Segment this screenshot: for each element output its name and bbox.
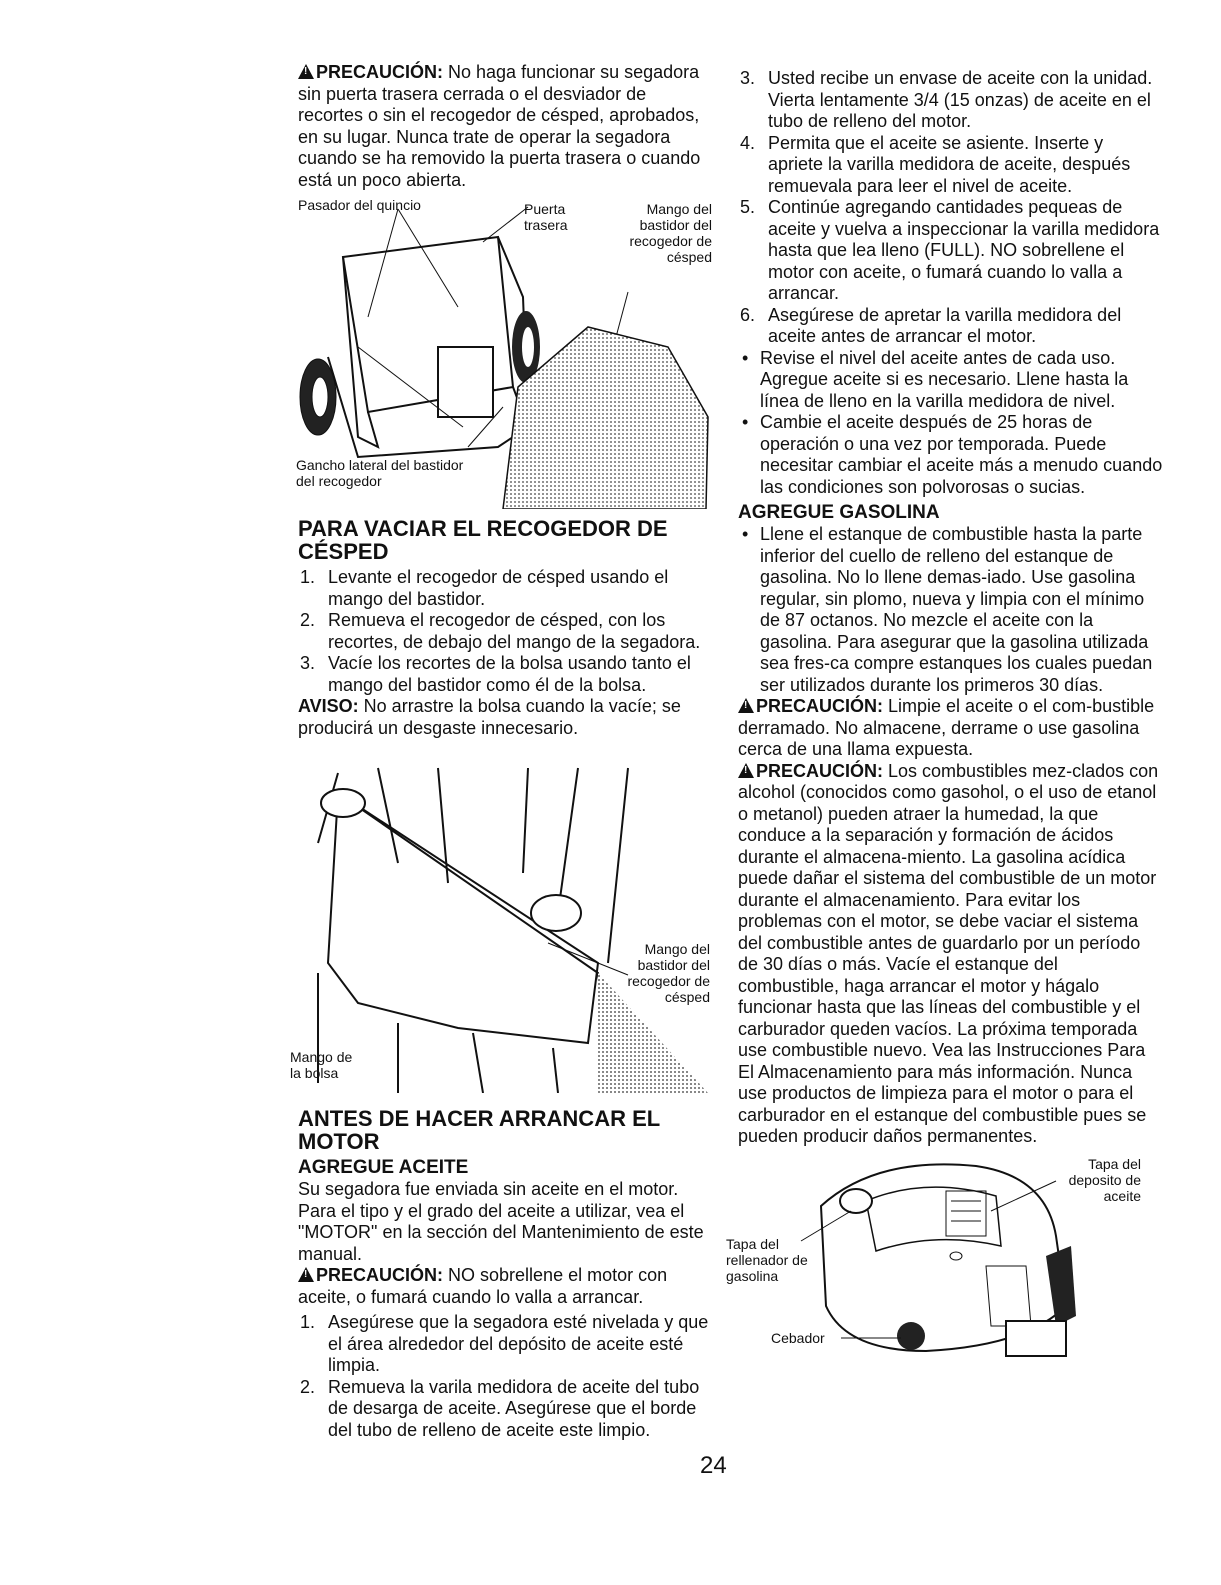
caution-text: NO sobrellene el motor con aceite, o fumará cuando lo valla a arrancar. — [298, 1265, 668, 1307]
list-item — [298, 610, 716, 653]
right-column — [726, 68, 1163, 1361]
step-number: 3. — [740, 68, 756, 88]
caution-paragraph-2 — [298, 1265, 716, 1308]
label-primer: Cebador — [771, 1329, 825, 1346]
label-oil-cap: Tapa del deposito de aceite — [1068, 1155, 1141, 1204]
label-frame-handle: Mango del bastidor del recogedor de césped — [627, 941, 710, 1005]
warning-icon — [738, 763, 754, 778]
step-text: Continúe agregando cantidades pequeas de aceite y vuelva a inspeccionar la varilla medidora hasta que lea lleno (FULL). NO sobrellene el motor con aceite, o fumará cuando lo valla a arrancar. — [768, 197, 1160, 303]
list-item — [738, 68, 1163, 133]
step-number: 1. — [300, 1312, 316, 1332]
caution-paragraph-4 — [738, 761, 1163, 1148]
step-number: 2. — [300, 610, 316, 630]
step-number: 6. — [740, 304, 756, 325]
caution-label: PRECAUCIÓN: — [316, 1265, 444, 1285]
empty-steps-list — [298, 567, 716, 696]
notice-text: No arrastre la bolsa cuando la vacíe; se producirá un desgaste innecesario. — [298, 696, 681, 738]
warning-icon — [738, 698, 754, 713]
step-number: 3. — [300, 653, 316, 673]
list-item — [298, 1312, 716, 1377]
step-number: 5. — [740, 197, 756, 217]
caution-text: Los combustibles mez-clados con alcohol (conocidos como gasohol, o el uso de etanol o metanol) pueden atraer la humedad, la que conduce a la separación y formación de ácidos durante el almacena-miento. La gasolina acídica puede dañar el sistema del combustible de un motor durante el almacenamiento. Para evitar los problemas con el motor, se debe vaciar el sistema del combustible antes de guardarlo por un período de 30 días o más. Vacíe el estanque del combustible, haga arrancar el motor y hágalo funcionar hasta que las líneas del combustible y el carburador queden vacíos. La próxima temporada use combustible nuevo. Vea las Instrucciones Para El Almacenamiento para más información. Nunca use productos de limpieza para el motor o para el carburador en el estanque del combustible pues se pueden producir daños permanentes. — [738, 760, 1159, 1146]
list-item — [738, 305, 1163, 348]
oil-steps-list — [298, 1312, 716, 1441]
step-text: Levante el recogedor de césped usando el mango del bastidor. — [328, 567, 669, 609]
step-text: Usted recibe un envase de aceite con la unidad. Vierta lentamente 3/4 (15 onzas) de aceite en el tubo de relleno del motor. — [768, 68, 1153, 131]
notice-paragraph — [298, 696, 716, 739]
oil-steps-continued — [738, 68, 1163, 348]
step-number: 2. — [300, 1376, 316, 1397]
list-item — [738, 197, 1163, 305]
warning-icon — [298, 1267, 314, 1282]
label-gas-cap: Tapa del rellenador de gasolina — [726, 1235, 808, 1284]
step-number: 4. — [740, 132, 756, 153]
label-rear-door: Puerta trasera — [524, 201, 568, 233]
warning-icon — [298, 64, 314, 79]
heading-before-starting: ANTES DE HACER ARRANCAR EL MOTOR — [298, 1106, 660, 1154]
caution-text: Limpie el aceite o el com-bustible derramado. No almacene, derrame o use gasolina cerca de una llama expuesta. — [738, 696, 1155, 759]
caution-label: PRECAUCIÓN: — [316, 62, 444, 82]
subheading-add-gas: AGREGUE GASOLINA — [738, 502, 940, 523]
bullet-check-oil: • Revise el nivel del aceite antes de cada uso. Agregue aceite si es necesario. Llene hasta la línea de lleno en la varilla medidora de nivel. — [738, 348, 1163, 413]
step-text: Remueva la varila medidora de aceite del tubo de desarga de aceite. Asegúrese que el borde del tubo de relleno de aceite este limpio. — [328, 1376, 700, 1440]
label-hinge-pin: Pasador del quincio — [298, 197, 421, 213]
bullet-change-oil: • Cambie el aceite después de 25 horas de operación o una vez por temporada. Puede necesitar cambiar el aceite más a menudo cuando las condiciones son polvorosas o sucias. — [738, 412, 1163, 498]
step-text: Vacíe los recortes de la bolsa usando tanto el mango del bastidor como él de la bolsa. — [328, 653, 691, 695]
caution-paragraph-1 — [298, 62, 716, 191]
caution-text: No haga funcionar su segadora sin puerta trasera cerrada o el desviador de recortes o sin el recogedor de césped, aprobados, en su lugar. Nunca trate de operar la segadora cuando se ha removido la puerta trasera o cuando está un poco abierta. — [298, 62, 701, 190]
caution-label: PRECAUCIÓN: — [756, 696, 884, 716]
subheading-add-oil: AGREGUE ACEITE — [298, 1157, 469, 1178]
list-item — [298, 1377, 716, 1442]
label-catcher-handle: Mango del bastidor del recogedor de césped — [629, 201, 712, 265]
label-side-hook: Gancho lateral del bastidor del recogedor — [296, 457, 464, 489]
list-item — [298, 567, 716, 610]
emptying-bag-illustration — [298, 763, 716, 1093]
left-column — [290, 62, 716, 1441]
notice-label: AVISO: — [298, 696, 359, 716]
caution-paragraph-3 — [738, 696, 1163, 761]
label-bag-handle: Mango de la bolsa — [290, 1049, 353, 1081]
figure-grass-catcher — [298, 197, 716, 509]
figure-emptying-bag — [290, 763, 716, 1093]
oil-intro: Su segadora fue enviada sin aceite en el motor. Para el tipo y el grado del aceite a utilizar, vea el "MOTOR" en la sección del Mantenimiento de este manual. — [298, 1179, 704, 1264]
figure-engine — [726, 1156, 1163, 1361]
page-number: 24 — [700, 1452, 727, 1479]
step-number: 1. — [300, 567, 316, 587]
caution-label: PRECAUCIÓN: — [756, 760, 884, 781]
step-text: Remueva el recogedor de césped, con los recortes, de debajo del mango de la segadora. — [328, 610, 701, 652]
step-text: Asegúrese que la segadora esté nivelada y que el área alrededor del depósito de aceite esté limpia. — [328, 1312, 709, 1375]
heading-empty-catcher: PARA VACIAR EL RECOGEDOR DE CÉSPED — [298, 516, 668, 564]
bullet-fill-gas: • Llene el estanque de combustible hasta la parte inferior del cuello de relleno del estanque de gasolina. No lo llene demas-iado. Use gasolina regular, sin plomo, nueva y limpia con el mínimo de 87 octanos. No mezcle el aceite con la gasolina. Para asegurar que la gasolina utilizada sea fres-ca compre estanques los cuales puedan ser utilizados durante los primeros 30 días. — [738, 524, 1163, 696]
step-text: Permita que el aceite se asiente. Inserte y apriete la varilla medidora de aceite, después remuevala para leer el nivel de aceite. — [768, 132, 1131, 196]
list-item — [298, 653, 716, 696]
step-text: Asegúrese de apretar la varilla medidora del aceite antes de arrancar el motor. — [768, 304, 1122, 346]
list-item — [738, 133, 1163, 198]
